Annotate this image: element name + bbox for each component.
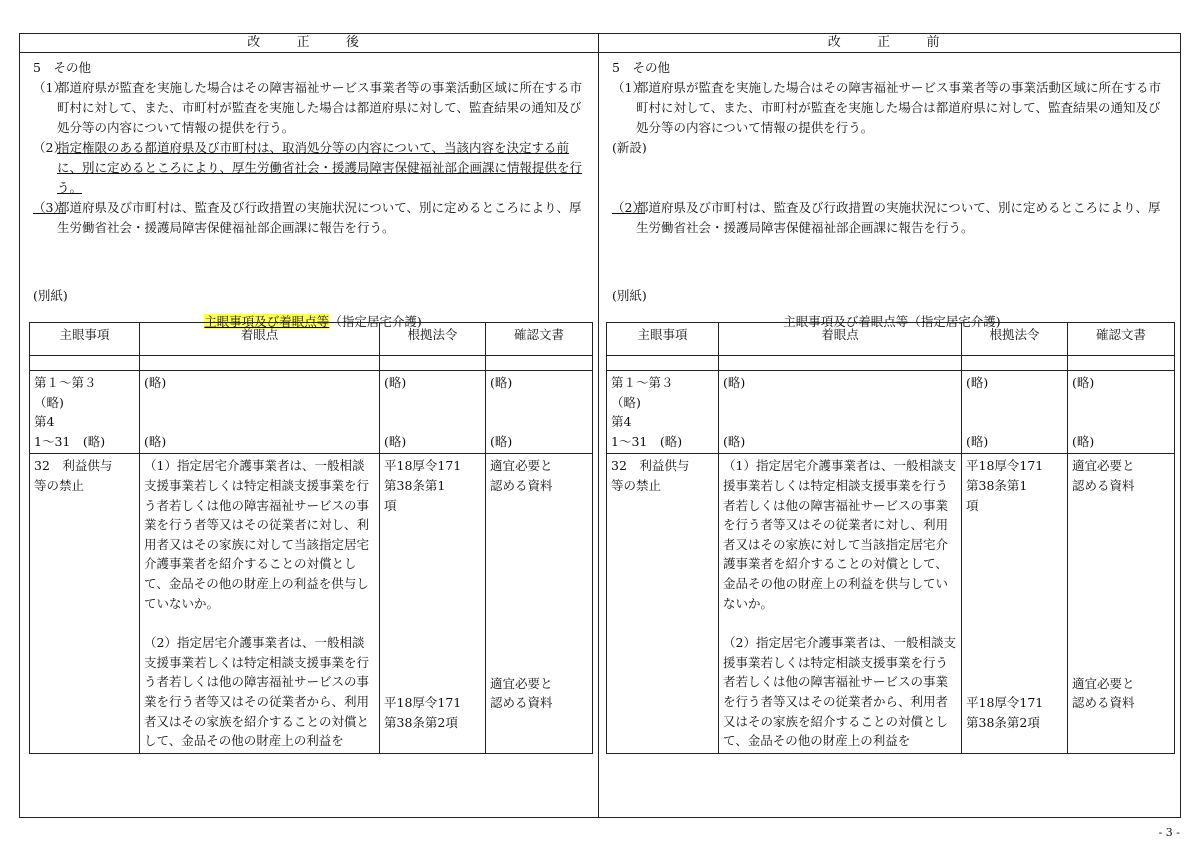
table-row: [30, 371, 593, 454]
table-title-highlight: 主眼事項及び着眼点等: [204, 314, 330, 329]
viewpoint-2: （2）指定居宅介護事業者は、一般相談支援事業若しくは特定相談支援事業を行う者若しくは他の障害福祉サービスの事業を行う者等又はその従業者から、利用者又はその家族を紹介することの対償として、金品その他の財産上の利益を: [144, 635, 370, 749]
item-3: [33, 198, 593, 238]
cell-viewpoint: (略) (略): [140, 371, 380, 454]
left-checklist-table: [29, 322, 593, 818]
attachment-label: (別紙): [612, 288, 647, 303]
table-row: [30, 454, 593, 753]
table-title: 主眼事項及び着眼点等（指定居宅介護): [783, 314, 1001, 329]
cell-documents: (略) (略): [1068, 371, 1175, 454]
cell-main-item: 32 利益供与 等の禁止: [30, 454, 140, 753]
col-header-main-item: 主眼事項: [30, 323, 140, 356]
viewpoint-2: （2）指定居宅介護事業者は、一般相談支援事業若しくは特定相談支援事業を行う者若しくは他の障害福祉サービスの事業を行う者等又はその従業者から、利用者又はその家族を紹介することの対償として、金品その他の財産上の利益を: [723, 635, 956, 749]
item-2-underlined: [33, 138, 593, 198]
left-column: [33, 58, 593, 332]
item-number: （2）: [33, 140, 66, 155]
item-number: （1）: [612, 80, 645, 95]
cell-main-item: 第１～第３ （略) 第4 1～31 (略): [607, 371, 719, 454]
right-column: [612, 58, 1172, 332]
new-provision-note: (新設): [612, 140, 647, 155]
item-text: 都道府県及び市町村は、監査及び行政措置の実施状況について、別に定めるところにより、厚生労働省社会・援護局障害保健福祉部企画課に報告を行う。: [57, 200, 582, 235]
item-text: 都道府県が監査を実施した場合はその障害福祉サービス事業者等の事業活動区域に所在する市町村に対して、また、市町村が監査を実施した場合は都道府県に対して、監査結果の通知及び処分等の内容について情報の提供を行う。: [57, 80, 583, 135]
documents-1: 適宜必要と 認める資料: [490, 458, 553, 493]
item-1: [33, 78, 593, 138]
documents-1: 適宜必要と 認める資料: [1072, 458, 1135, 493]
cell-main-item: 32 利益供与 等の禁止: [607, 454, 719, 753]
item-2: [612, 198, 1172, 238]
cell-documents: (略) (略): [486, 371, 593, 454]
cell-main-item: 第１～第３ （略) 第4 1～31 (略): [30, 371, 140, 454]
section-heading: 5 その他: [612, 60, 670, 75]
item-text: 都道府県及び市町村は、監査及び行政措置の実施状況について、別に定めるところにより、厚生労働省社会・援護局障害保健福祉部企画課に報告を行う。: [636, 200, 1161, 235]
item-text: 都道府県が監査を実施した場合はその障害福祉サービス事業者等の事業活動区域に所在する市町村に対して、また、市町村が監査を実施した場合は都道府県に対して、監査結果の通知及び処分等の内容について情報の提供を行う。: [636, 80, 1162, 135]
col-header-main-item: 主眼事項: [607, 323, 719, 356]
documents-2: 適宜必要と 認める資料: [490, 675, 553, 711]
section-heading: 5 その他: [33, 60, 91, 75]
table-row: [607, 371, 1175, 454]
item-text: 指定権限のある都道府県及び市町村は、取消処分等の内容について、当該内容を決定する前に、別に定めるところにより、厚生労働省社会・援護局障害保健福祉部企画課に情報提供を行う。: [57, 140, 583, 195]
col-header-viewpoint: 着眼点: [140, 323, 380, 356]
table-header-row: [30, 323, 593, 356]
legal-basis-1: 平18厚令171 第38条第1 項: [384, 458, 462, 513]
col-header-legal-basis: 根拠法令: [962, 323, 1068, 356]
cell-legal-basis: (略) (略): [380, 371, 486, 454]
item-1: [612, 78, 1172, 138]
table-row: [607, 454, 1175, 753]
cell-documents: [1068, 454, 1175, 753]
table-title-rest: （指定居宅介護): [329, 314, 422, 329]
header-before-revision: 改 正 前: [598, 33, 1181, 53]
viewpoint-1: （1）指定居宅介護事業者は、一般相談支援事業若しくは特定相談支援事業を行う者若しくは他の障害福祉サービスの事業を行う者等又はその従業者に対し、利用者又はその家族に対して当該指定居宅介護事業者を紹介することの対償として、金品その他の財産上の利益を供与していないか。: [144, 458, 370, 611]
table-header-row: [607, 323, 1175, 356]
legal-basis-2: 平18厚令171 第38条第2項: [384, 695, 462, 730]
documents-2: 適宜必要と 認める資料: [1072, 675, 1135, 711]
cell-viewpoint: [140, 454, 380, 753]
col-header-documents: 確認文書: [486, 323, 593, 356]
item-number: （1）: [33, 80, 66, 95]
legal-basis-2: 平18厚令171 第38条第2項: [966, 695, 1044, 730]
header-after-revision: 改 正 後: [19, 33, 599, 53]
col-header-viewpoint: 着眼点: [719, 323, 962, 356]
cell-documents: [486, 454, 593, 753]
cell-legal-basis: (略) (略): [962, 371, 1068, 454]
attachment-label: (別紙): [33, 288, 68, 303]
page-number: - 3 -: [1158, 826, 1180, 839]
item-number: （2）: [612, 200, 645, 215]
col-header-legal-basis: 根拠法令: [380, 323, 486, 356]
column-divider: [598, 33, 599, 818]
legal-basis-1: 平18厚令171 第38条第1 項: [966, 458, 1044, 513]
col-header-documents: 確認文書: [1068, 323, 1175, 356]
right-checklist-table: [606, 322, 1175, 818]
cell-viewpoint: (略) (略): [719, 371, 962, 454]
cell-legal-basis: [962, 454, 1068, 753]
item-number: （3）: [33, 200, 66, 215]
cell-viewpoint: [719, 454, 962, 753]
viewpoint-1: （1）指定居宅介護事業者は、一般相談支援事業若しくは特定相談支援事業を行う者若しくは他の障害福祉サービスの事業を行う者等又はその従業者に対し、利用者又はその家族に対して当該指定居宅介護事業者を紹介することの対償として、金品その他の財産上の利益を供与していないか。: [723, 458, 956, 611]
cell-legal-basis: [380, 454, 486, 753]
